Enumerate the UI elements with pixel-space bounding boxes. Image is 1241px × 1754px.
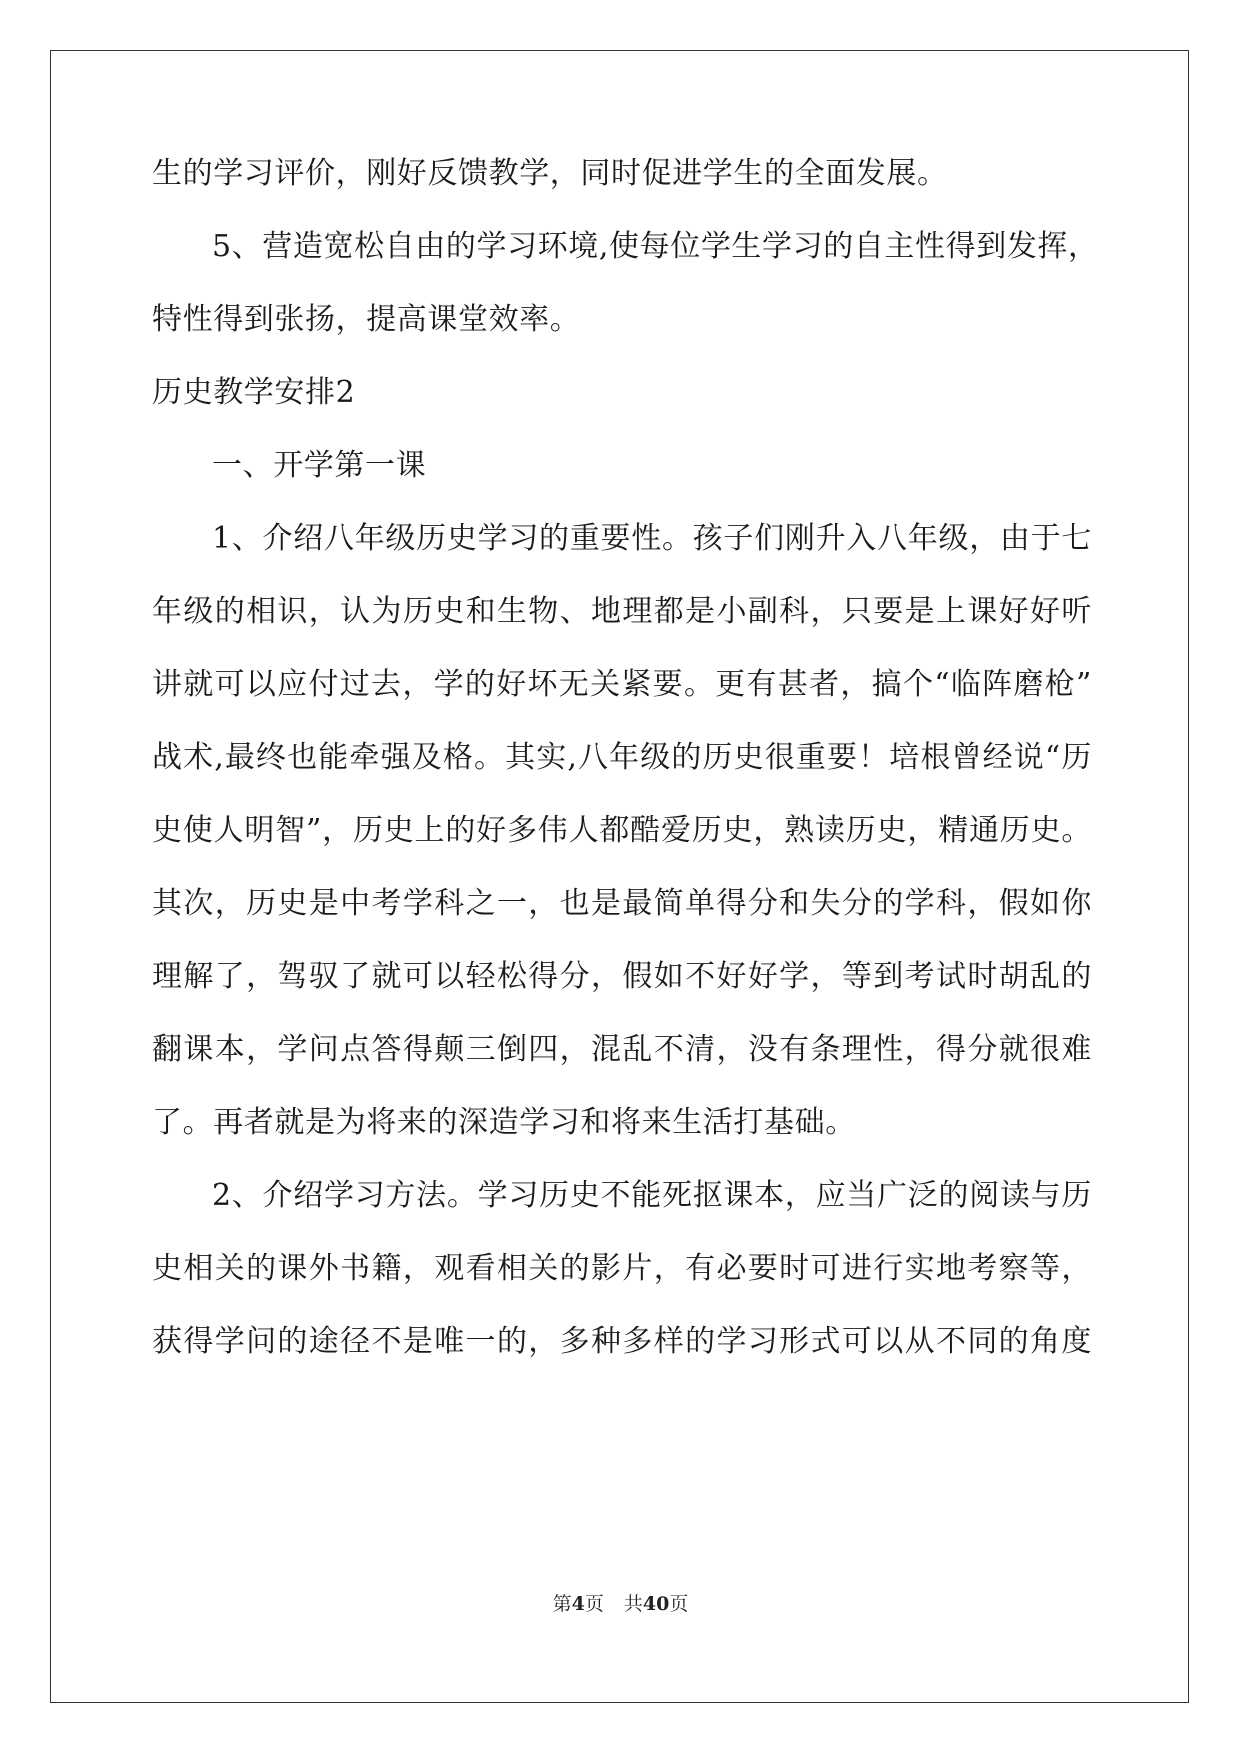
page-suffix: 页: [584, 1593, 604, 1615]
paragraph-line: 1、介绍八年级历史学习的重要性。孩子们刚升入八年级，由于七: [212, 521, 1092, 556]
paragraph-line: 理解了，驾驭了就可以轻松得分，假如不好好学，等到考试时胡乱的: [152, 959, 1092, 994]
total-suffix: 页: [669, 1593, 689, 1615]
subsection-heading: 一、开学第一课: [212, 448, 427, 483]
page-footer: [0, 1592, 1241, 1616]
page-total: 40: [642, 1593, 670, 1615]
section-heading: 历史教学安排2: [152, 375, 356, 410]
paragraph-line: 特性得到张扬，提高课堂效率。: [152, 302, 581, 337]
paragraph-line: 史使人明智”，历史上的好多伟人都酷爱历史，熟读历史，精通历史。: [152, 813, 1092, 848]
page-prefix: 第: [552, 1593, 572, 1615]
paragraph-line: 2、介绍学习方法。学习历史不能死抠课本，应当广泛的阅读与历: [212, 1178, 1092, 1213]
paragraph-line: 战术,最终也能牵强及格。其实,八年级的历史很重要！培根曾经说“历: [152, 740, 1092, 775]
paragraph-line: 翻课本，学问点答得颠三倒四，混乱不清，没有条理性，得分就很难: [152, 1032, 1092, 1067]
paragraph-line: 5、营造宽松自由的学习环境,使每位学生学习的自主性得到发挥，: [212, 229, 1099, 264]
paragraph-line: 了。再者就是为将来的深造学习和将来生活打基础。: [152, 1105, 856, 1140]
paragraph-line: 生的学习评价，刚好反馈教学，同时促进学生的全面发展。: [152, 156, 948, 191]
total-prefix: 共: [623, 1593, 643, 1615]
paragraph-line: 获得学问的途径不是唯一的，多种多样的学习形式可以从不同的角度: [152, 1324, 1092, 1359]
paragraph-line: 讲就可以应付过去，学的好坏无关紧要。更有甚者，搞个“临阵磨枪”: [152, 667, 1092, 702]
paragraph-line: 年级的相识，认为历史和生物、地理都是小副科，只要是上课好好听: [152, 594, 1092, 629]
paragraph-line: 其次，历史是中考学科之一，也是最简单得分和失分的学科，假如你: [152, 886, 1092, 921]
paragraph-line: 史相关的课外书籍，观看相关的影片，有必要时可进行实地考察等，: [152, 1251, 1092, 1286]
page-current: 4: [571, 1593, 585, 1615]
